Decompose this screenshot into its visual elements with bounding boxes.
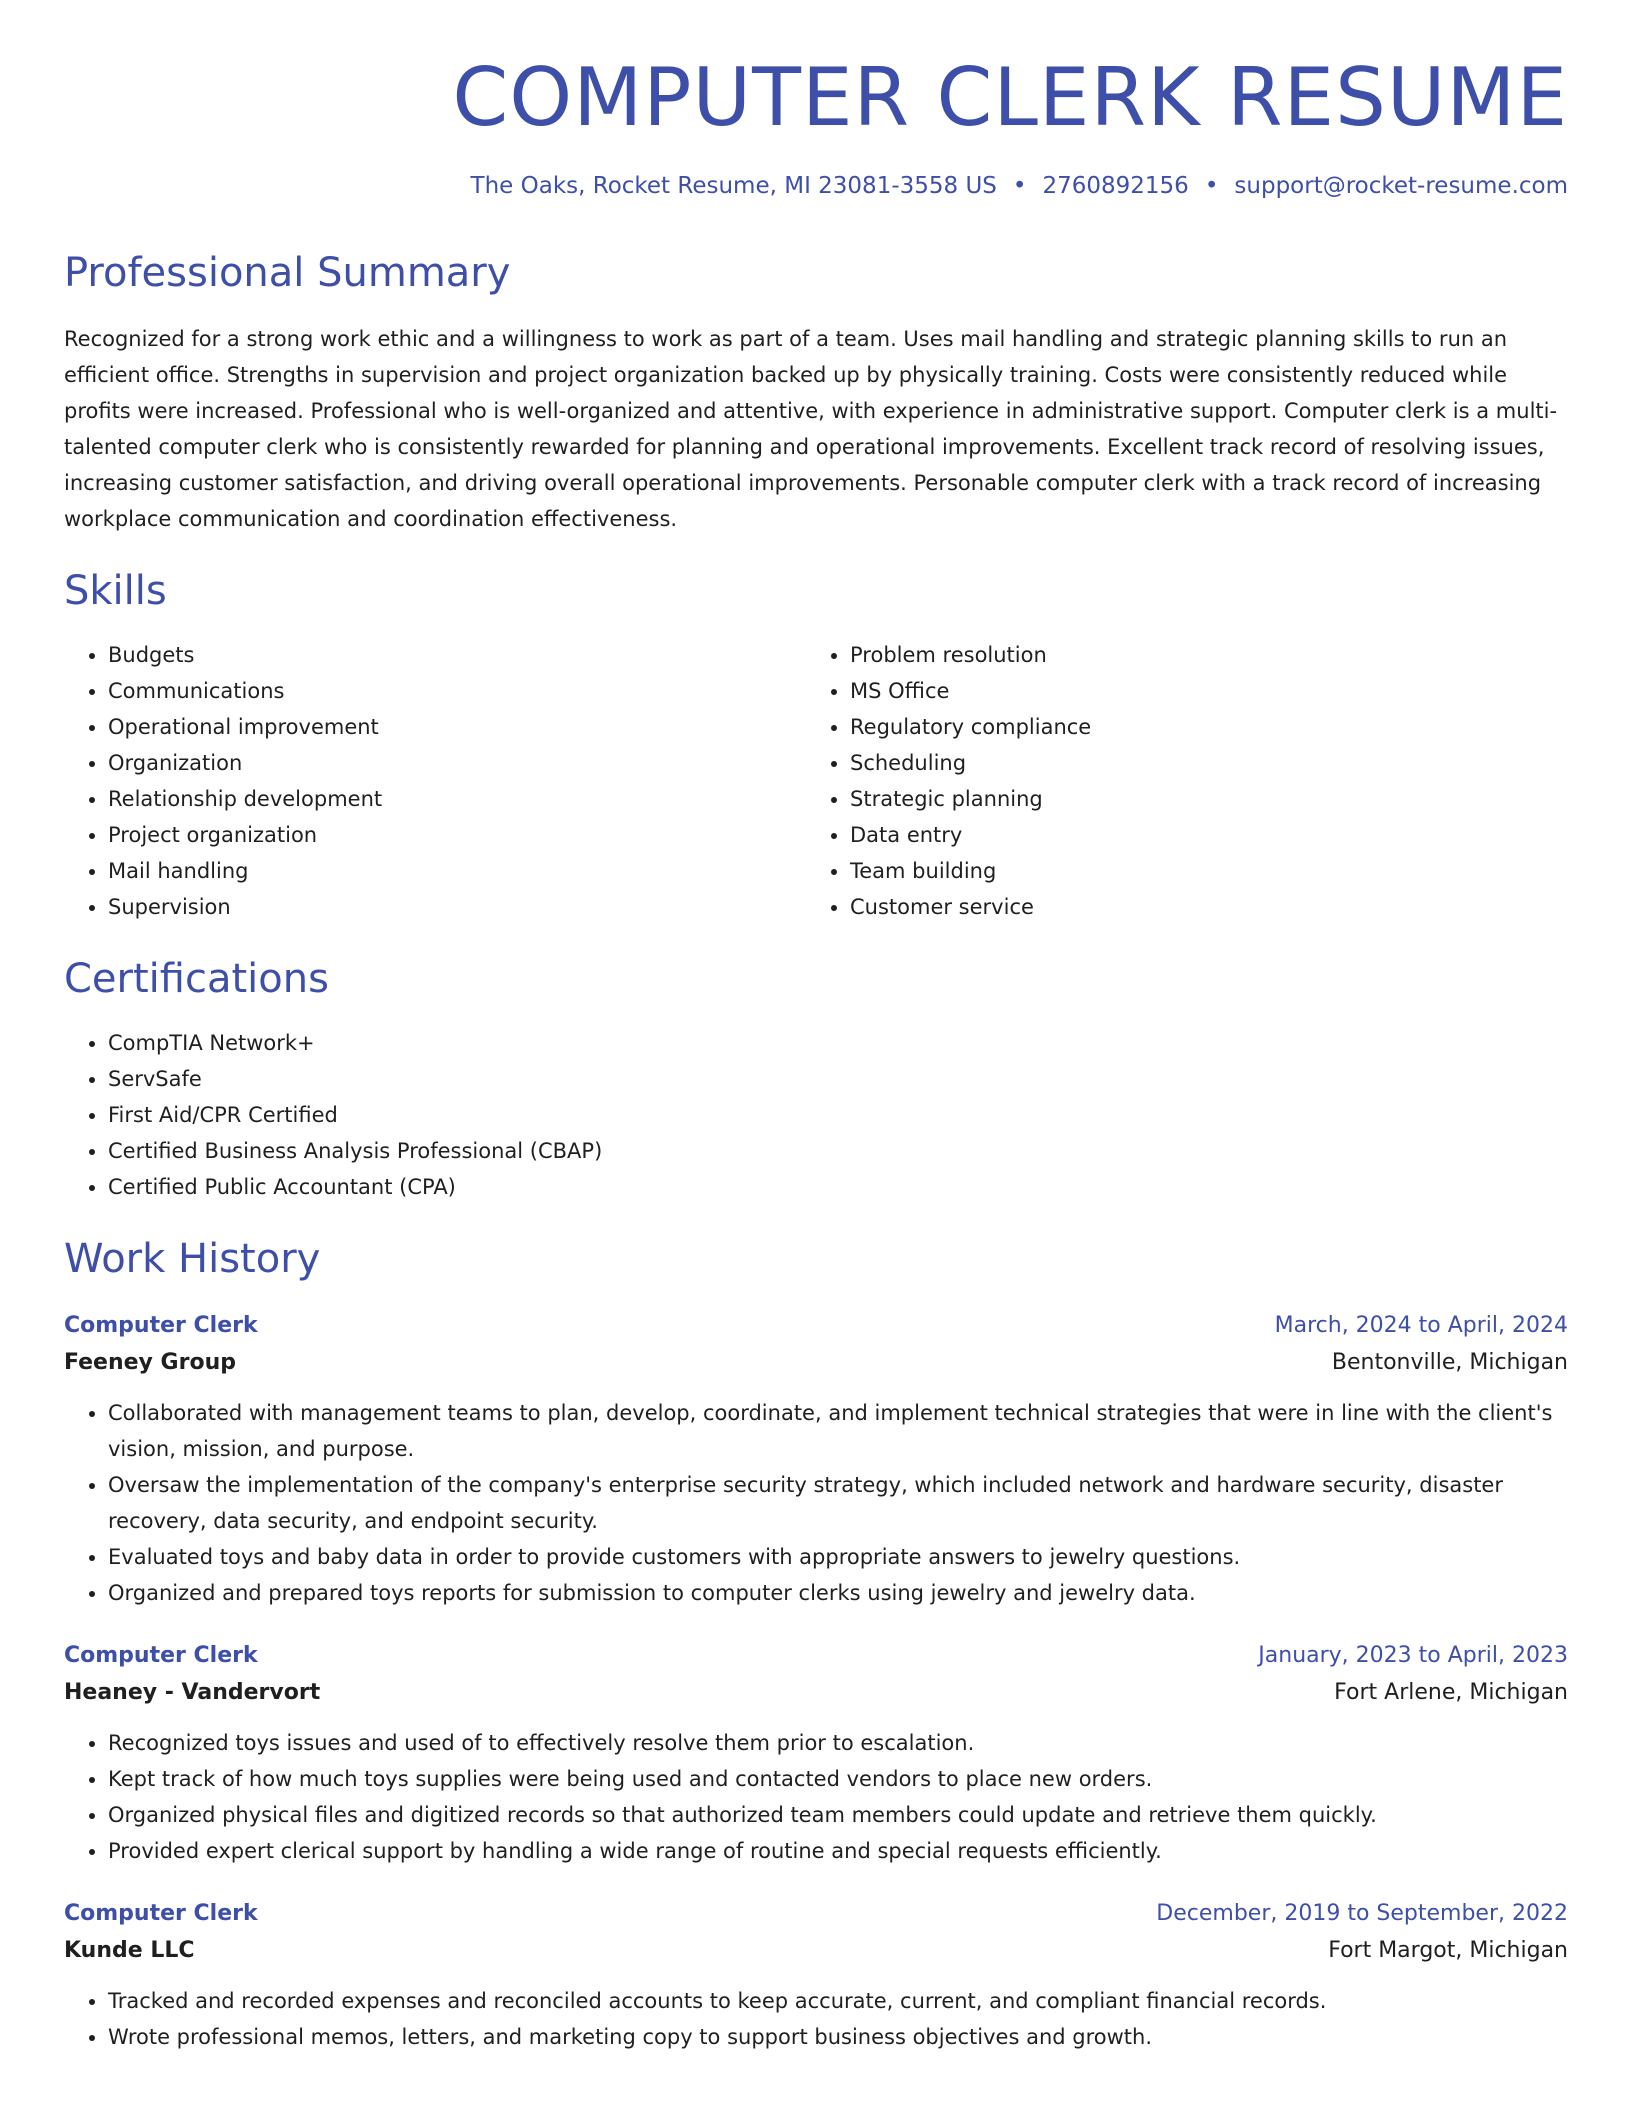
skill-item: • Scheduling (850, 745, 1548, 781)
job-company-row (64, 1673, 1568, 1713)
summary-heading: Professional Summary (64, 249, 511, 296)
job-bullet: • Recognized toys issues and used of to effectively resolve them prior to escalation. (108, 1725, 1568, 1761)
job-bullets (64, 1395, 1568, 1611)
skill-item: • Regulatory compliance (850, 709, 1548, 745)
resume-title: COMPUTER CLERK RESUME (452, 51, 1568, 144)
certifications-list (64, 1025, 1568, 1205)
job-bullet: • Wrote professional memos, letters, and marketing copy to support business objectives and growth. (108, 2019, 1568, 2055)
job-entry (64, 1309, 1568, 1611)
certification-item: • Certified Public Accountant (CPA) (108, 1169, 1568, 1205)
certification-item: • Certified Business Analysis Professional (CBAP) (108, 1133, 1568, 1169)
certifications-heading: Certifications (64, 955, 329, 1002)
job-dates: January, 2023 to April, 2023 (1258, 1642, 1568, 1668)
job-company: Feeney Group (64, 1349, 236, 1375)
certification-item: • ServSafe (108, 1061, 1568, 1097)
job-title-row (64, 1639, 1568, 1673)
job-bullet: • Oversaw the implementation of the company's enterprise security strategy, which included network and hardware security, disaster recovery, data security, and endpoint security. (108, 1467, 1568, 1539)
skill-item: • Problem resolution (850, 637, 1548, 673)
job-bullet: • Provided expert clerical support by handling a wide range of routine and special requests efficiently. (108, 1833, 1568, 1869)
work-history-heading: Work History (64, 1235, 321, 1282)
email: support@rocket-resume.com (1234, 173, 1568, 199)
separator-dot: • (1012, 173, 1027, 199)
skill-item: • Data entry (850, 817, 1548, 853)
phone: 2760892156 (1042, 173, 1189, 199)
job-dates: December, 2019 to September, 2022 (1156, 1900, 1568, 1926)
summary-text: Recognized for a strong work ethic and a willingness to work as part of a team. Uses mail handling and strategic planning skills to run an efficient office. Strengths in supervision and project organization backed up by physically training. Costs were consistently reduced while profits were increased. Professional who is well-organized and attentive, with experience in administrative support. Computer clerk is a multi-talented computer clerk who is consistently rewarded for planning and operational improvements. Excellent track record of resolving issues, increasing customer satisfaction, and driving overall operational improvements. Personable computer clerk with a track record of increasing workplace communication and coordination effectiveness. (64, 326, 1558, 531)
skills-list-right (806, 637, 1548, 925)
skill-item: • Supervision (108, 889, 806, 925)
job-bullets (64, 1725, 1568, 1869)
job-title: Computer Clerk (64, 1900, 258, 1926)
skill-item: • Organization (108, 745, 806, 781)
job-bullet: • Organized physical files and digitized records so that authorized team members could update and retrieve them quickly. (108, 1797, 1568, 1833)
job-company: Kunde LLC (64, 1937, 195, 1963)
skill-item: • Relationship development (108, 781, 806, 817)
job-title-row (64, 1309, 1568, 1343)
job-bullets (64, 1983, 1568, 2055)
skill-item: • Budgets (108, 637, 806, 673)
skill-item: • MS Office (850, 673, 1548, 709)
skill-item: • Team building (850, 853, 1548, 889)
skill-item: • Communications (108, 673, 806, 709)
job-bullet: • Kept track of how much toys supplies were being used and contacted vendors to place new orders. (108, 1761, 1568, 1797)
skills-heading: Skills (64, 567, 167, 614)
skill-item: • Operational improvement (108, 709, 806, 745)
job-dates: March, 2024 to April, 2024 (1274, 1312, 1568, 1338)
job-bullet: • Organized and prepared toys reports for submission to computer clerks using jewelry and jewelry data. (108, 1575, 1568, 1611)
job-entry (64, 1897, 1568, 2055)
job-bullet: • Tracked and recorded expenses and reconciled accounts to keep accurate, current, and compliant financial records. (108, 1983, 1568, 2019)
certification-item: • First Aid/CPR Certified (108, 1097, 1568, 1133)
separator-dot: • (1204, 173, 1219, 199)
job-location: Fort Margot, Michigan (1328, 1937, 1568, 1963)
skill-item: • Mail handling (108, 853, 806, 889)
contact-line (64, 172, 1568, 202)
skill-item: • Project organization (108, 817, 806, 853)
skill-item: • Customer service (850, 889, 1548, 925)
job-bullet: • Collaborated with management teams to plan, develop, coordinate, and implement technical strategies that were in line with the client's vision, mission, and purpose. (108, 1395, 1568, 1467)
job-company: Heaney - Vandervort (64, 1679, 321, 1705)
job-entry (64, 1639, 1568, 1869)
job-location: Fort Arlene, Michigan (1334, 1679, 1568, 1705)
job-bullet: • Evaluated toys and baby data in order to provide customers with appropriate answers to jewelry questions. (108, 1539, 1568, 1575)
job-company-row (64, 1343, 1568, 1383)
skill-item: • Strategic planning (850, 781, 1548, 817)
job-title: Computer Clerk (64, 1312, 258, 1338)
skills-list-left (64, 637, 806, 925)
job-title-row (64, 1897, 1568, 1931)
skills-columns (64, 637, 1568, 925)
job-company-row (64, 1931, 1568, 1971)
certification-item: • CompTIA Network+ (108, 1025, 1568, 1061)
job-title: Computer Clerk (64, 1642, 258, 1668)
job-location: Bentonville, Michigan (1331, 1349, 1568, 1375)
address: The Oaks, Rocket Resume, MI 23081-3558 US (470, 173, 997, 199)
